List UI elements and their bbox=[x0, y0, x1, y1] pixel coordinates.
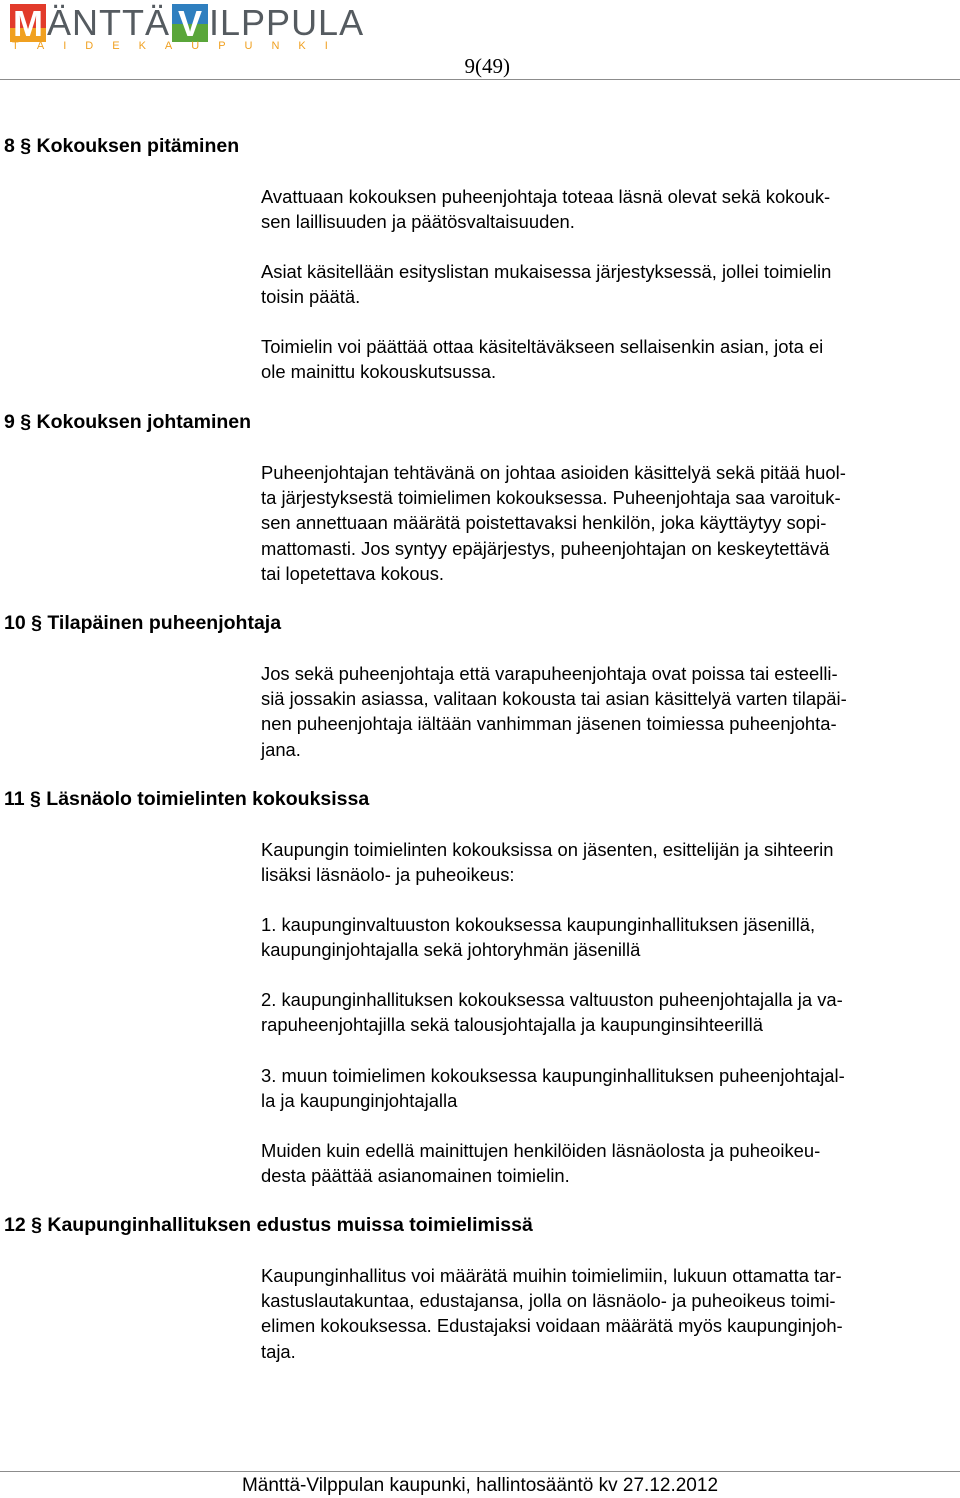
text-line: Avattuaan kokouksen puheenjohtaja toteaa läsnä olevat sekä kokouk- bbox=[261, 186, 831, 207]
text-line: Kaupungin toimielinten kokouksissa on jäsenten, esittelijän ja sihteerin bbox=[261, 839, 834, 860]
text-line: toisin päätä. bbox=[261, 286, 361, 308]
text-line: Puheenjohtajan tehtävänä on johtaa asioiden käsittelyä sekä pitää huol- bbox=[261, 462, 846, 483]
logo-wordmark bbox=[10, 2, 364, 42]
text-line: kaupunginjohtajalla sekä johtoryhmän jäsenillä bbox=[261, 939, 641, 961]
footer-divider bbox=[0, 1471, 960, 1472]
section-10-paragraph-1 bbox=[261, 661, 951, 762]
text-line: tai lopetettava kokous. bbox=[261, 562, 444, 584]
text-line: ta järjestyksestä toimielimen kokouksessa. Puheenjohtaja saa varoituk- bbox=[261, 487, 841, 509]
text-line: desta päättää asianomainen toimielin. bbox=[261, 1165, 570, 1187]
logo-box-m-letter: M bbox=[13, 3, 43, 44]
section-heading-9: 9 § Kokouksen johtaminen bbox=[4, 411, 252, 433]
text-line: ole mainittu kokouskutsussa. bbox=[261, 361, 497, 383]
text-line: kastuslautakuntaa, edustajansa, jolla on läsnäolo- ja puheoikeus toimi- bbox=[261, 1290, 836, 1312]
text-line: Jos sekä puheenjohtaja että varapuheenjohtaja ovat poissa tai esteelli- bbox=[261, 663, 838, 684]
text-line: 1. kaupunginvaltuuston kokouksessa kaupunginhallituksen jäsenillä, bbox=[261, 914, 816, 935]
text-line: elimen kokouksessa. Edustajaksi voidaan määrätä myös kaupunginjoh- bbox=[261, 1315, 843, 1337]
text-line: 3. muun toimielimen kokouksessa kaupunginhallituksen puheenjohtajal- bbox=[261, 1065, 845, 1086]
section-heading-11: 11 § Läsnäolo toimielinten kokouksissa bbox=[4, 788, 370, 810]
section-9-paragraph-1 bbox=[261, 460, 951, 586]
logo-tagline: TAIDEKAUPUNKI bbox=[12, 40, 347, 52]
section-8-paragraph-1 bbox=[261, 184, 951, 234]
text-line: sen laillisuuden ja päätösvaltaisuuden. bbox=[261, 211, 575, 233]
logo-box-v-letter: V bbox=[178, 3, 203, 44]
city-logo bbox=[10, 0, 365, 56]
section-11-list-item-3 bbox=[261, 1063, 951, 1113]
text-line: lisäksi läsnäolo- ja puheoikeus: bbox=[261, 864, 515, 886]
text-line: Asiat käsitellään esityslistan mukaisessa järjestyksessä, jollei toimielin bbox=[261, 261, 832, 282]
text-line: la ja kaupunginjohtajalla bbox=[261, 1090, 458, 1112]
text-line: mattomasti. Jos syntyy epäjärjestys, puheenjohtajan on keskeytettävä bbox=[261, 537, 830, 559]
page-number: 9(49) bbox=[464, 54, 510, 78]
text-line: jana. bbox=[261, 738, 301, 760]
section-11-list-item-2 bbox=[261, 987, 951, 1037]
text-line: nen puheenjohtaja iältään vanhimman jäsenen toimiessa puheenjohta- bbox=[261, 713, 837, 735]
logo-word-part1: ÄNTTÄ bbox=[47, 2, 171, 43]
section-heading-12: 12 § Kaupunginhallituksen edustus muissa toimielimissä bbox=[4, 1214, 533, 1236]
footer-text: Mänttä-Vilppulan kaupunki, hallintosääntö kv 27.12.2012 bbox=[241, 1475, 719, 1496]
section-11-list-item-1 bbox=[261, 912, 951, 962]
section-heading-8: 8 § Kokouksen pitäminen bbox=[4, 135, 240, 157]
section-heading-10: 10 § Tilapäinen puheenjohtaja bbox=[4, 612, 282, 634]
section-11-paragraph-1 bbox=[261, 837, 951, 887]
logo-word-part2: ILPPULA bbox=[209, 2, 365, 43]
section-8-paragraph-2 bbox=[261, 259, 951, 309]
logo-box-v bbox=[172, 4, 208, 42]
logo-box-m bbox=[10, 4, 46, 42]
section-8-paragraph-3 bbox=[261, 334, 951, 384]
text-line: rapuheenjohtajilla sekä talousjohtajalla ja kaupunginsihteerillä bbox=[261, 1014, 763, 1036]
text-line: sen annettuaan määrätä poistettavaksi henkilön, joka käyttäytyy sopi- bbox=[261, 512, 827, 534]
section-11-paragraph-2 bbox=[261, 1138, 951, 1188]
text-line: siä jossakin asiassa, valitaan kokousta tai asian käsittelyä varten tilapäi- bbox=[261, 688, 847, 710]
text-line: Toimielin voi päättää ottaa käsiteltäväkseen sellaisenkin asian, jota ei bbox=[261, 336, 824, 357]
text-line: Muiden kuin edellä mainittujen henkilöiden läsnäolosta ja puheoikeu- bbox=[261, 1140, 821, 1161]
text-line: taja. bbox=[261, 1340, 296, 1362]
text-line: 2. kaupunginhallituksen kokouksessa valtuuston puheenjohtajalla ja va- bbox=[261, 989, 843, 1010]
header-divider bbox=[0, 79, 960, 80]
text-line: Kaupunginhallitus voi määrätä muihin toimielimiin, lukuun ottamatta tar- bbox=[261, 1265, 842, 1286]
section-12-paragraph-1 bbox=[261, 1263, 951, 1364]
